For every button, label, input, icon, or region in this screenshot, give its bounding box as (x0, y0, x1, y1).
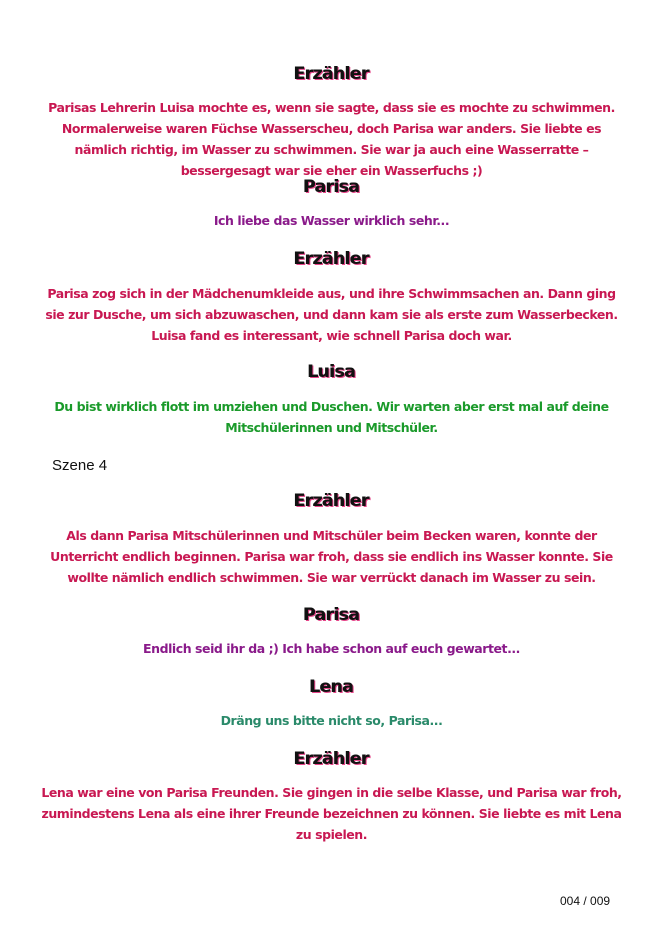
narrator-block (40, 748, 623, 770)
dialogue-block (40, 638, 623, 659)
dialogue-block (40, 396, 623, 438)
page-number: 004 / 009 (560, 894, 611, 908)
parisa-block (40, 604, 623, 626)
dialogue-text: Ich liebe das Wasser wirklich sehr... (213, 213, 450, 228)
speaker-name: Erzähler (293, 249, 370, 269)
dialogue-text: Dräng uns bitte nicht so, Parisa... (220, 713, 443, 728)
narrator-block (40, 248, 623, 270)
speaker-name: Erzähler (293, 64, 370, 84)
speaker-name: Lena (309, 677, 354, 697)
narration-text: Parisas Lehrerin Luisa mochte es, wenn sie sagte, dass sie es mochte zu schwimmen. Normalerweise waren Füchse Wasserscheu, doch Parisa war anders. Sie liebte es nämlich richtig, im Wasser zu schwimmen. Sie war ja auch eine Wasserratte – bessergesagt war sie eher ein Wasserfuchs ;) (48, 100, 615, 178)
dialogue-block (40, 210, 623, 231)
speaker-name: Parisa (303, 605, 360, 625)
lena-block (40, 676, 623, 698)
dialogue-block (40, 97, 623, 181)
speaker-name: Luisa (307, 362, 356, 382)
narration-text: Parisa zog sich in der Mädchenumkleide aus, und ihre Schwimmsachen an. Dann ging sie zur Dusche, um sich abzuwaschen, und dann kam sie als erste zum Wasserbecken. Luisa fand es interessant, wie schnell Parisa doch war. (45, 286, 618, 343)
narrator-block (40, 490, 623, 512)
dialogue-text: Endlich seid ihr da ;) Ich habe schon auf euch gewartet... (143, 641, 520, 656)
dialogue-block (40, 283, 623, 346)
parisa-block (40, 176, 623, 198)
speaker-name: Erzähler (293, 749, 370, 769)
speaker-name: Parisa (303, 177, 360, 197)
narration-text: Lena war eine von Parisa Freunden. Sie gingen in die selbe Klasse, und Parisa war froh, zumindestens Lena als eine ihrer Freunde bezeichnen zu können. Sie liebte es mit Lena zu spielen. (41, 785, 622, 842)
dialogue-block (40, 782, 623, 845)
luisa-block (40, 361, 623, 383)
speaker-name: Erzähler (293, 491, 370, 511)
scene-heading: Szene 4 (52, 457, 108, 474)
dialogue-block (40, 710, 623, 731)
dialogue-block (40, 525, 623, 588)
narrator-block (40, 63, 623, 85)
narration-text: Als dann Parisa Mitschülerinnen und Mitschüler beim Becken waren, konnte der Unterricht endlich beginnen. Parisa war froh, dass sie endlich ins Wasser konnte. Sie wollte nämlich endlich schwimmen. Sie war verrückt danach im Wasser zu sein. (50, 528, 613, 585)
dialogue-text: Du bist wirklich flott im umziehen und Duschen. Wir warten aber erst mal auf deine Mitschülerinnen und Mitschüler. (54, 399, 609, 435)
